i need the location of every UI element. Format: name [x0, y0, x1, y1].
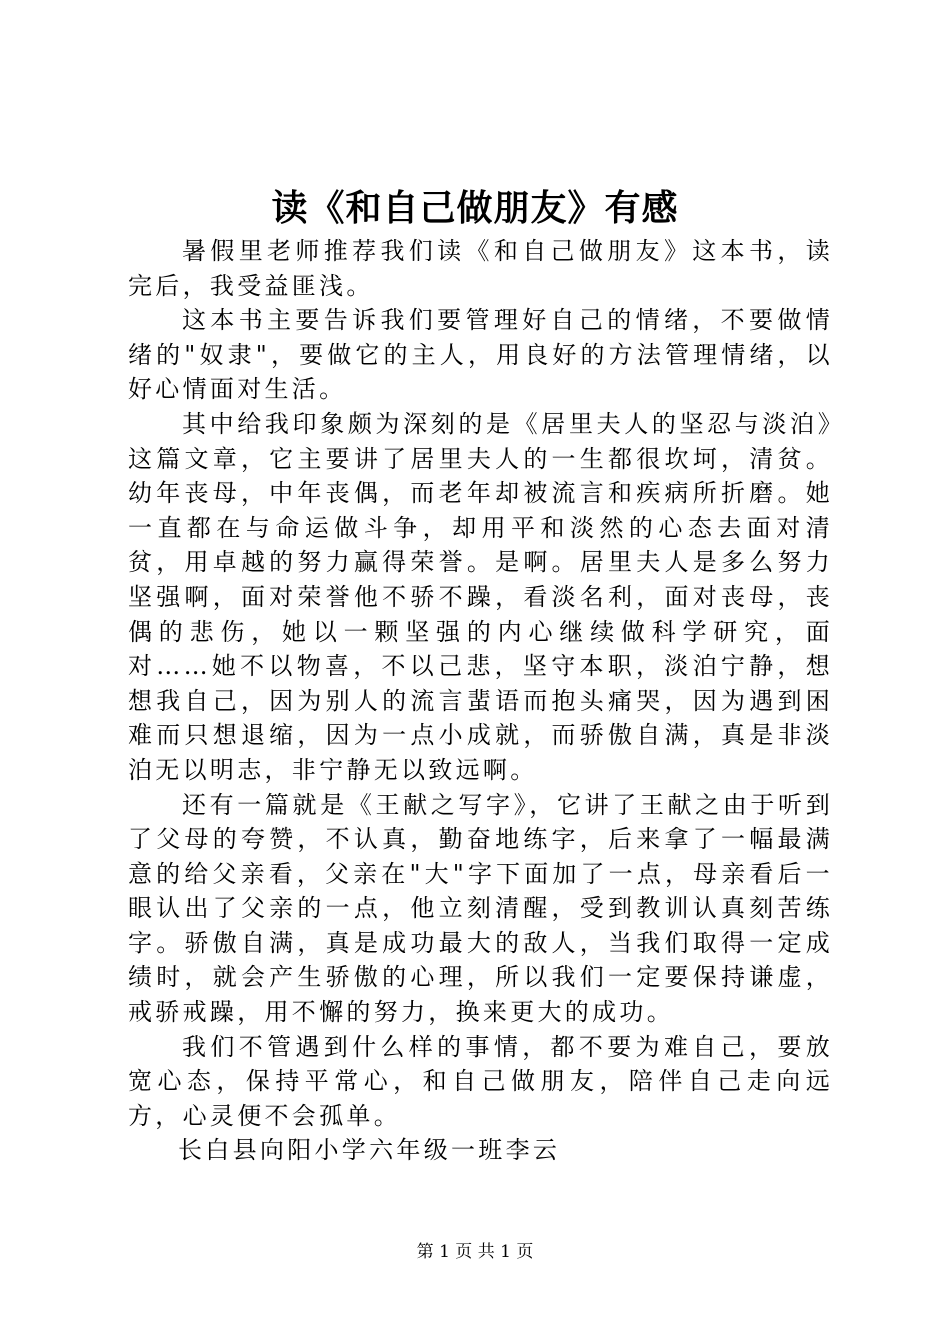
document-body — [128, 234, 833, 1168]
paragraph-5: 我们不管遇到什么样的事情，都不要为难自己，要放宽心态，保持平常心，和自己做朋友，陪伴自己走向远方，心灵便不会孤单。 — [128, 1032, 833, 1130]
paragraph-1: 暑假里老师推荐我们读《和自己做朋友》这本书，读完后，我受益匪浅。 — [128, 237, 833, 300]
page-number-footer: 第 1 页 共 1 页 — [416, 1242, 534, 1262]
author-signature: 长白县向阳小学六年级一班李云 — [178, 1136, 561, 1165]
paragraph-2: 这本书主要告诉我们要管理好自己的情绪，不要做情绪的"奴隶"，要做它的主人，用良好的方法管理情绪，以好心情面对生活。 — [128, 306, 833, 404]
paragraph-3: 其中给我印象颇为深刻的是《居里夫人的坚忍与淡泊》这篇文章，它主要讲了居里夫人的一生都很坎坷，清贫。幼年丧母，中年丧偶，而老年却被流言和疾病所折磨。她一直都在与命运做斗争，却用平和淡然的心态去面对清贫，用卓越的努力赢得荣誉。是啊。居里夫人是多么努力坚强啊，面对荣誉他不骄不躁，看淡名利，面对丧母，丧偶的悲伤，她以一颗坚强的内心继续做科学研究，面对……她不以物喜，不以己悲，坚守本职，淡泊宁静，想想我自己，因为别人的流言蜚语而抱头痛哭，因为遇到困难而只想退缩，因为一点小成就，而骄傲自满，真是非淡泊无以明志，非宁静无以致远啊。 — [128, 409, 833, 784]
paragraph-4: 还有一篇就是《王献之写字》，它讲了王献之由于听到了父母的夸赞，不认真，勤奋地练字，后来拿了一幅最满意的给父亲看，父亲在"大"字下面加了一点，母亲看后一眼认出了父亲的一点，他立刻清醒，受到教训认真刻苦练字。骄傲自满，真是成功最大的敌人，当我们取得一定成绩时，就会产生骄傲的心理，所以我们一定要保持谦虚，戒骄戒躁，用不懈的努力，换来更大的成功。 — [128, 790, 833, 1027]
document-title: 读《和自己做朋友》有感 — [271, 187, 679, 229]
